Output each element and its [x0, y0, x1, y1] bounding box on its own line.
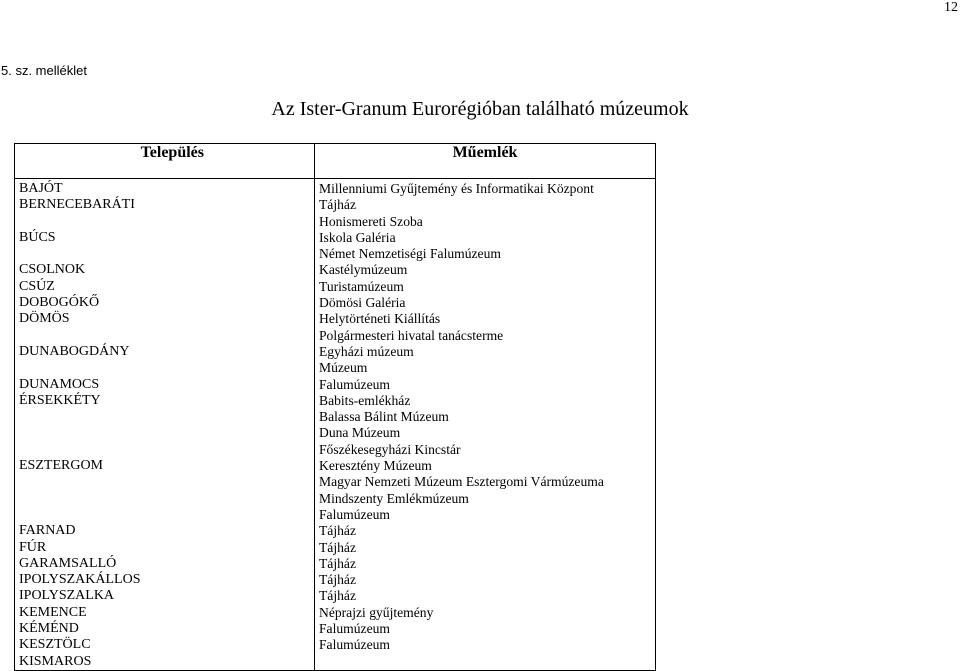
settlement-name [15, 442, 314, 458]
monument-name: Balassa Bálint Múzeum [319, 409, 449, 425]
settlement-name [15, 425, 314, 441]
monument-name: Keresztény Múzeum [319, 458, 432, 474]
page-number: 12 [944, 0, 958, 15]
monument-name: Iskola Galéria [319, 229, 396, 245]
header-monument: Műemlék [315, 144, 656, 179]
settlement-name [15, 507, 314, 523]
settlement-name [15, 246, 314, 262]
monument-cell [315, 179, 656, 671]
monument-name: Millenniumi Gyűjtemény és Informatikai Központ [319, 181, 594, 196]
monument-name: Dömösi Galéria [319, 295, 406, 311]
monument-name: Falumúzeum [319, 506, 390, 522]
monument-name: Német Nemzetiségi Falumúzeum [319, 246, 501, 262]
monument-name: Néprajzi gyűjtemény [319, 604, 434, 620]
settlement-name: KISMAROS [19, 653, 92, 669]
settlement-name: CSOLNOK [19, 262, 86, 278]
settlement-name: BERNECEBARÁTI [19, 197, 135, 213]
monument-list [315, 179, 655, 654]
monument-name: Tájház [319, 555, 356, 571]
settlement-name [15, 214, 314, 230]
settlement-name [15, 409, 314, 425]
document-title-text: Az Ister-Granum Eurorégióban található múzeumok [271, 98, 689, 120]
table-body-row [15, 179, 656, 671]
monument-name: Falumúzeum [319, 621, 390, 637]
museums-table [14, 143, 656, 671]
monument-name: Magyar Nemzeti Múzeum Esztergomi Vármúzeuma [319, 474, 604, 490]
settlement-name [15, 491, 314, 507]
monument-name: Helytörténeti Kiállítás [319, 311, 441, 327]
header-settlement: Település [15, 144, 315, 179]
settlement-name: FÚR [19, 539, 47, 555]
settlement-name [15, 328, 314, 344]
document-title [0, 98, 960, 121]
annex-label: 5. sz. melléklet [1, 63, 87, 78]
settlement-name: IPOLYSZAKÁLLOS [19, 572, 141, 588]
settlement-name: IPOLYSZALKA [19, 588, 115, 604]
monument-name: Polgármesteri hivatal tanácsterme [319, 327, 504, 343]
monument-name: Falumúzeum [319, 376, 390, 392]
settlement-name: CSÚZ [19, 278, 55, 294]
monument-name: Tájház [319, 523, 356, 539]
settlement-name: KEMENCE [19, 604, 87, 620]
table-header-row [15, 144, 656, 179]
settlement-name: DÖMÖS [19, 311, 70, 327]
monument-name: Honismereti Szoba [319, 213, 423, 229]
settlement-name [15, 360, 314, 376]
settlement-name: DUNABOGDÁNY [19, 343, 130, 359]
settlement-name: GARAMSALLÓ [19, 555, 117, 571]
monument-name: Duna Múzeum [319, 425, 401, 441]
monument-name: Tájház [319, 588, 356, 604]
settlement-name [15, 474, 314, 490]
settlement-list [15, 179, 314, 670]
settlement-name: KÉMÉND [19, 621, 79, 637]
monument-name: Egyházi múzeum [319, 343, 414, 359]
monument-name: Tájház [319, 539, 356, 555]
settlement-name: KESZTÖLC [19, 637, 91, 653]
settlement-name: BAJÓT [19, 181, 63, 196]
monument-name: Kastélymúzeum [319, 262, 408, 278]
monument-name: Babits-emlékház [319, 392, 411, 408]
settlement-name: FARNAD [19, 523, 76, 539]
settlement-name: ESZTERGOM [19, 458, 103, 474]
monument-name: Falumúzeum [319, 637, 390, 653]
settlement-name: DOBOGÓKŐ [19, 295, 100, 311]
monument-name: Múzeum [319, 360, 368, 376]
settlement-name: BÚCS [19, 229, 56, 245]
settlement-name: DUNAMOCS [19, 376, 100, 392]
settlement-name: ÉRSEKKÉTY [19, 392, 101, 408]
monument-name: Tájház [319, 572, 356, 588]
monument-name: Turistamúzeum [319, 278, 404, 294]
settlement-cell [15, 179, 315, 671]
monument-name: Mindszenty Emlékmúzeum [319, 490, 469, 506]
monument-name: Főszékesegyházi Kincstár [319, 441, 461, 457]
monument-name: Tájház [319, 197, 356, 213]
